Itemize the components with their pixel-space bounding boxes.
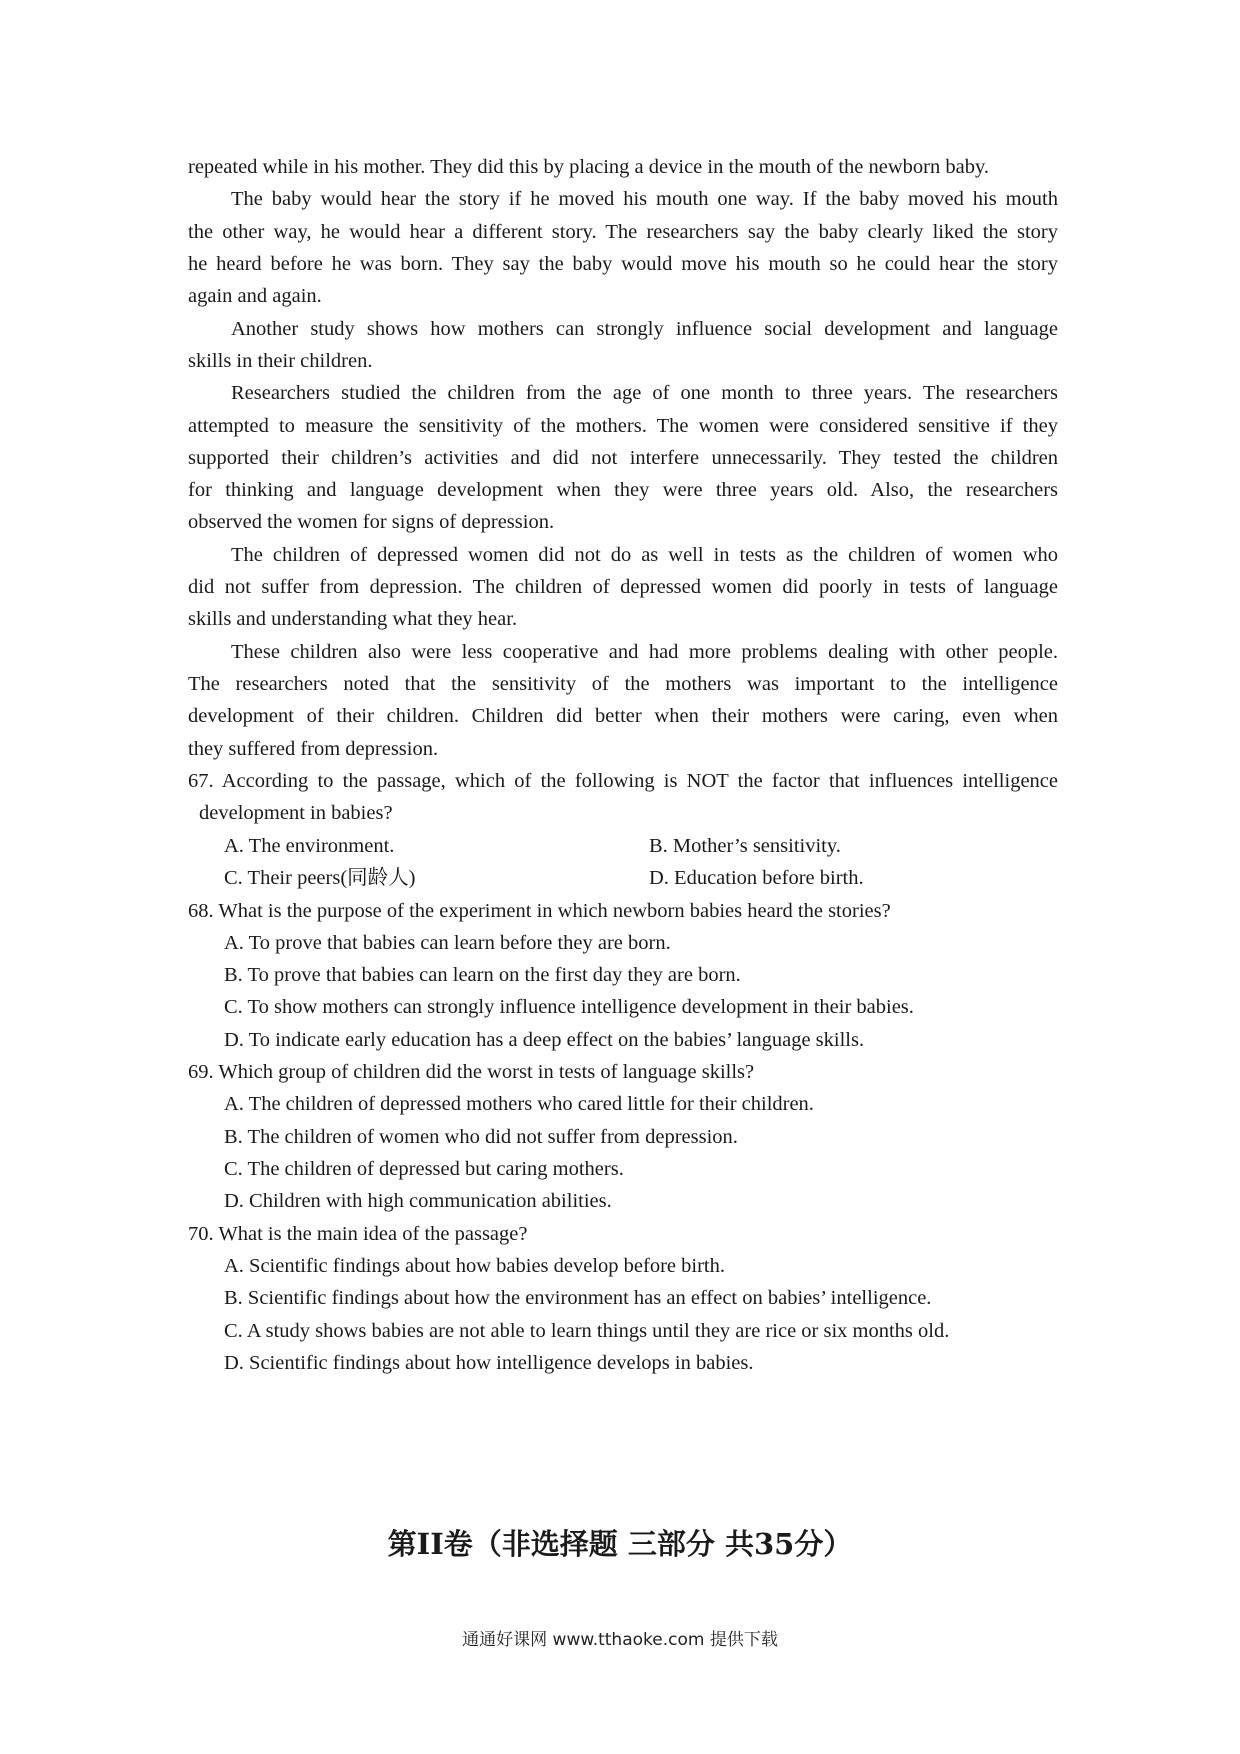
passage-line: The children of depressed women did not do as well in tests as the children of women who bbox=[231, 544, 1058, 566]
passage-line: attempted to measure the sensitivity of the mothers. The women were considered sensitive if they bbox=[188, 415, 1058, 437]
answer-option: A. Scientific findings about how babies develop before birth. bbox=[224, 1255, 725, 1277]
answer-option: D. Children with high communication abilities. bbox=[224, 1190, 612, 1212]
passage-line: did not suffer from depression. The children of depressed women did poorly in tests of language bbox=[188, 576, 1058, 598]
passage-line: observed the women for signs of depression. bbox=[188, 511, 555, 533]
question-stem: 69. Which group of children did the worst in tests of language skills? bbox=[188, 1061, 755, 1083]
answer-option: A. To prove that babies can learn before they are born. bbox=[224, 932, 671, 954]
passage-line: Researchers studied the children from the age of one month to three years. The researchers bbox=[231, 382, 1058, 404]
passage-line: These children also were less cooperative and had more problems dealing with other people. bbox=[231, 641, 1058, 663]
passage-line: skills and understanding what they hear. bbox=[188, 608, 518, 630]
answer-option: D. Scientific findings about how intelligence develops in babies. bbox=[224, 1352, 754, 1374]
passage-line: The baby would hear the story if he moved his mouth one way. If the baby moved his mouth bbox=[231, 188, 1058, 210]
section-title: 第II卷（非选择题 三部分 共35分） bbox=[387, 1527, 853, 1561]
passage-line: repeated while in his mother. They did this by placing a device in the mouth of the newborn baby. bbox=[188, 156, 990, 178]
passage-line: skills in their children. bbox=[188, 350, 373, 372]
passage-line: supported their children’s activities and did not interfere unnecessarily. They tested the children bbox=[188, 447, 1058, 469]
passage-line: Another study shows how mothers can strongly influence social development and language bbox=[231, 318, 1058, 340]
answer-option: A. The children of depressed mothers who cared little for their children. bbox=[224, 1093, 814, 1115]
passage-line: for thinking and language development when they were three years old. Also, the researchers bbox=[188, 479, 1058, 501]
answer-option: C. The children of depressed but caring mothers. bbox=[224, 1158, 624, 1180]
question-stem: 67. According to the passage, which of the following is NOT the factor that influences intelligence bbox=[188, 770, 1058, 792]
question-stem: development in babies? bbox=[199, 802, 393, 824]
passage-line: he heard before he was born. They say the baby would move his mouth so he could hear the story bbox=[188, 253, 1058, 275]
answer-option: D. Education before birth. bbox=[649, 867, 864, 889]
question-stem: 68. What is the purpose of the experiment in which newborn babies heard the stories? bbox=[188, 900, 891, 922]
answer-option: C. A study shows babies are not able to learn things until they are rice or six months old. bbox=[224, 1320, 950, 1342]
answer-option: B. Mother’s sensitivity. bbox=[649, 835, 841, 857]
answer-option: B. To prove that babies can learn on the first day they are born. bbox=[224, 964, 741, 986]
passage-line: development of their children. Children did better when their mothers were caring, even when bbox=[188, 705, 1058, 727]
answer-option: B. Scientific findings about how the environment has an effect on babies’ intelligence. bbox=[224, 1287, 932, 1309]
answer-option: B. The children of women who did not suffer from depression. bbox=[224, 1126, 738, 1148]
passage-line: The researchers noted that the sensitivity of the mothers was important to the intelligence bbox=[188, 673, 1058, 695]
answer-option: D. To indicate early education has a deep effect on the babies’ language skills. bbox=[224, 1029, 865, 1051]
passage-line: the other way, he would hear a different story. The researchers say the baby clearly liked the story bbox=[188, 221, 1058, 243]
passage-line: they suffered from depression. bbox=[188, 738, 439, 760]
answer-option: C. To show mothers can strongly influence intelligence development in their babies. bbox=[224, 996, 914, 1018]
answer-option: A. The environment. bbox=[224, 835, 395, 857]
passage-line: again and again. bbox=[188, 285, 322, 307]
question-stem: 70. What is the main idea of the passage? bbox=[188, 1223, 528, 1245]
page-footer: 通通好课网 www.tthaoke.com 提供下载 bbox=[462, 1630, 778, 1650]
answer-option: C. Their peers(同龄人) bbox=[224, 867, 416, 889]
